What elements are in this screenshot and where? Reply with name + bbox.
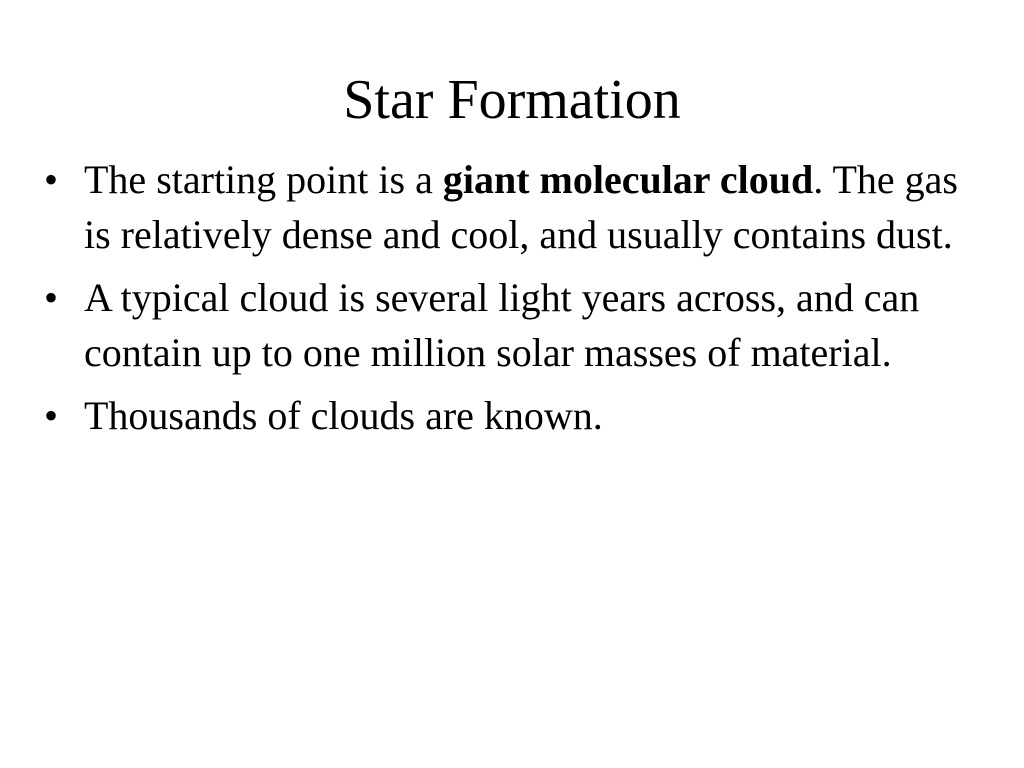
- bullet-text: A typical cloud is several light years across, and can contain up to one million solar masses of material.: [84, 275, 920, 375]
- bullet-item-1: [40, 152, 990, 262]
- bullet-item-2: [40, 270, 990, 380]
- bullet-item-3: [40, 388, 990, 443]
- bullet-marker: •: [44, 275, 59, 320]
- bullet-text: Thousands of clouds are known.: [84, 393, 603, 438]
- bullet-marker: •: [44, 157, 59, 202]
- bullet-list: [40, 152, 990, 451]
- bullet-text-after: . The gas is relatively dense and cool, and usually contains dust.: [84, 157, 958, 257]
- bullet-bold-term: giant molecular cloud: [442, 157, 814, 202]
- slide-title: Star Formation: [343, 69, 681, 131]
- bullet-marker: •: [44, 393, 59, 438]
- bullet-text-before: The starting point is a: [84, 157, 443, 202]
